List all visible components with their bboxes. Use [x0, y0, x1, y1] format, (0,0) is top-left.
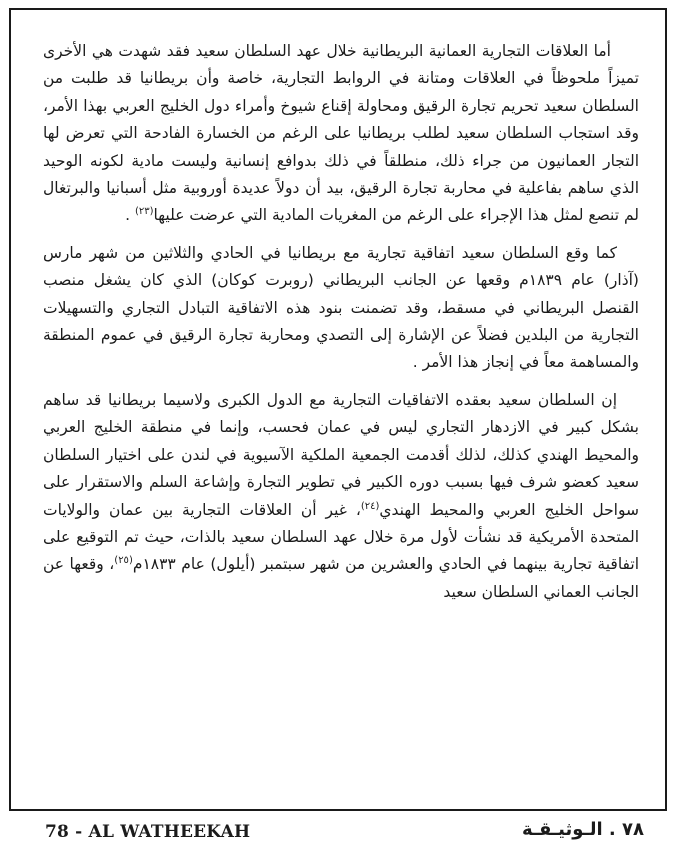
footer-page-label-latin: 78 - AL WATHEEKAH — [45, 822, 251, 842]
paragraph-3-text-a: إن السلطان سعيد بعقده الاتفاقيات التجارية مع الدول الكبرى ولاسيما بريطانيا قد ساهم بشكل كبير في الازدهار التجاري ليس في عمان فحسب، وإنما في منطقة الخليج العربي والمحيط الهندي كذلك، لذلك أقدمت الجمعية الملكية الآسيوية في لندن على اختيار السلطان سعيد كعضو شرف فيها بسبب دوره الكبير في تطوير التجارة وإشاعة السلم والاستقرار على سواحل الخليج العربي والمحيط الهندي — [43, 390, 639, 519]
footnote-ref-23: (٢٣) — [134, 206, 154, 218]
paragraph-2 — [43, 240, 639, 377]
paragraph-1 — [43, 38, 639, 230]
paragraph-3-text-c: ، وقعها عن الجانب العماني السلطان سعيد — [43, 555, 639, 601]
page-border-frame — [9, 8, 667, 811]
paragraph-3 — [43, 387, 639, 606]
footnote-ref-24: (٢٤) — [360, 500, 380, 512]
paragraph-1-tail: . — [125, 206, 135, 225]
article-body — [43, 38, 639, 606]
footnote-ref-25: (٢٥) — [114, 555, 133, 567]
paragraph-1-text: أما العلاقات التجارية العمانية البريطانية خلال عهد السلطان سعيد فقد شهدت هي الأخرى تميزاً ملحوظاً في العلاقات ومتانة في الروابط التجارية، خاصة وأن بريطانيا قد طلبت من السلطان سعيد تحريم تجارة الرقيق ومحاولة إقناع شيوخ وأمراء دول الخليج العربي بهذا الأمر، وقد استجاب السلطان سعيد لطلب بريطانيا على الرغم من الخسارة الفادحة التي تعرض لها التجار العمانيون من جراء ذلك، منطلقاً في ذلك بدوافع إنسانية وليست مادية لكونه الوحيد الذي ساهم بفاعلية في محاربة تجارة الرقيق، بيد أن دولاً عديدة أوروبية مثل أسبانيا والبرتغال لم تنصع لمثل هذا الإجراء على الرغم من المغريات المادية التي عرضت عليها — [43, 42, 639, 225]
paragraph-3-text-b: ، غير أن العلاقات التجارية بين عمان والولايات المتحدة الأمريكية قد نشأت لأول مرة خلال عهد السلطان سعيد بالذات، حيث تم التوقيع على اتفاقية تجارية بينهما في الحادي والعشرين من شهر سبتمبر (أيلول) عام ١٨٣٣م — [43, 500, 639, 574]
footer-page-label-arabic: ٧٨ . الـوثيـقـة — [521, 819, 644, 840]
paragraph-2-text: كما وقع السلطان سعيد اتفاقية تجارية مع بريطانيا في الحادي والثلاثين من شهر مارس (آذار) عام ١٨٣٩م وقعها عن الجانب البريطاني (روبرت كوكان) الذي كان يشغل منصب القنصل البريطاني في مسقط، وقد تضمنت بنود هذه الاتفاقية التبادل التجاري والتسهيلات التجارية من البلدين فضلاً عن الإشارة إلى التصدي ومحاربة تجارة الرقيق في عموم المنطقة والمساهمة معاً في إنجاز هذا الأمر . — [43, 243, 639, 372]
